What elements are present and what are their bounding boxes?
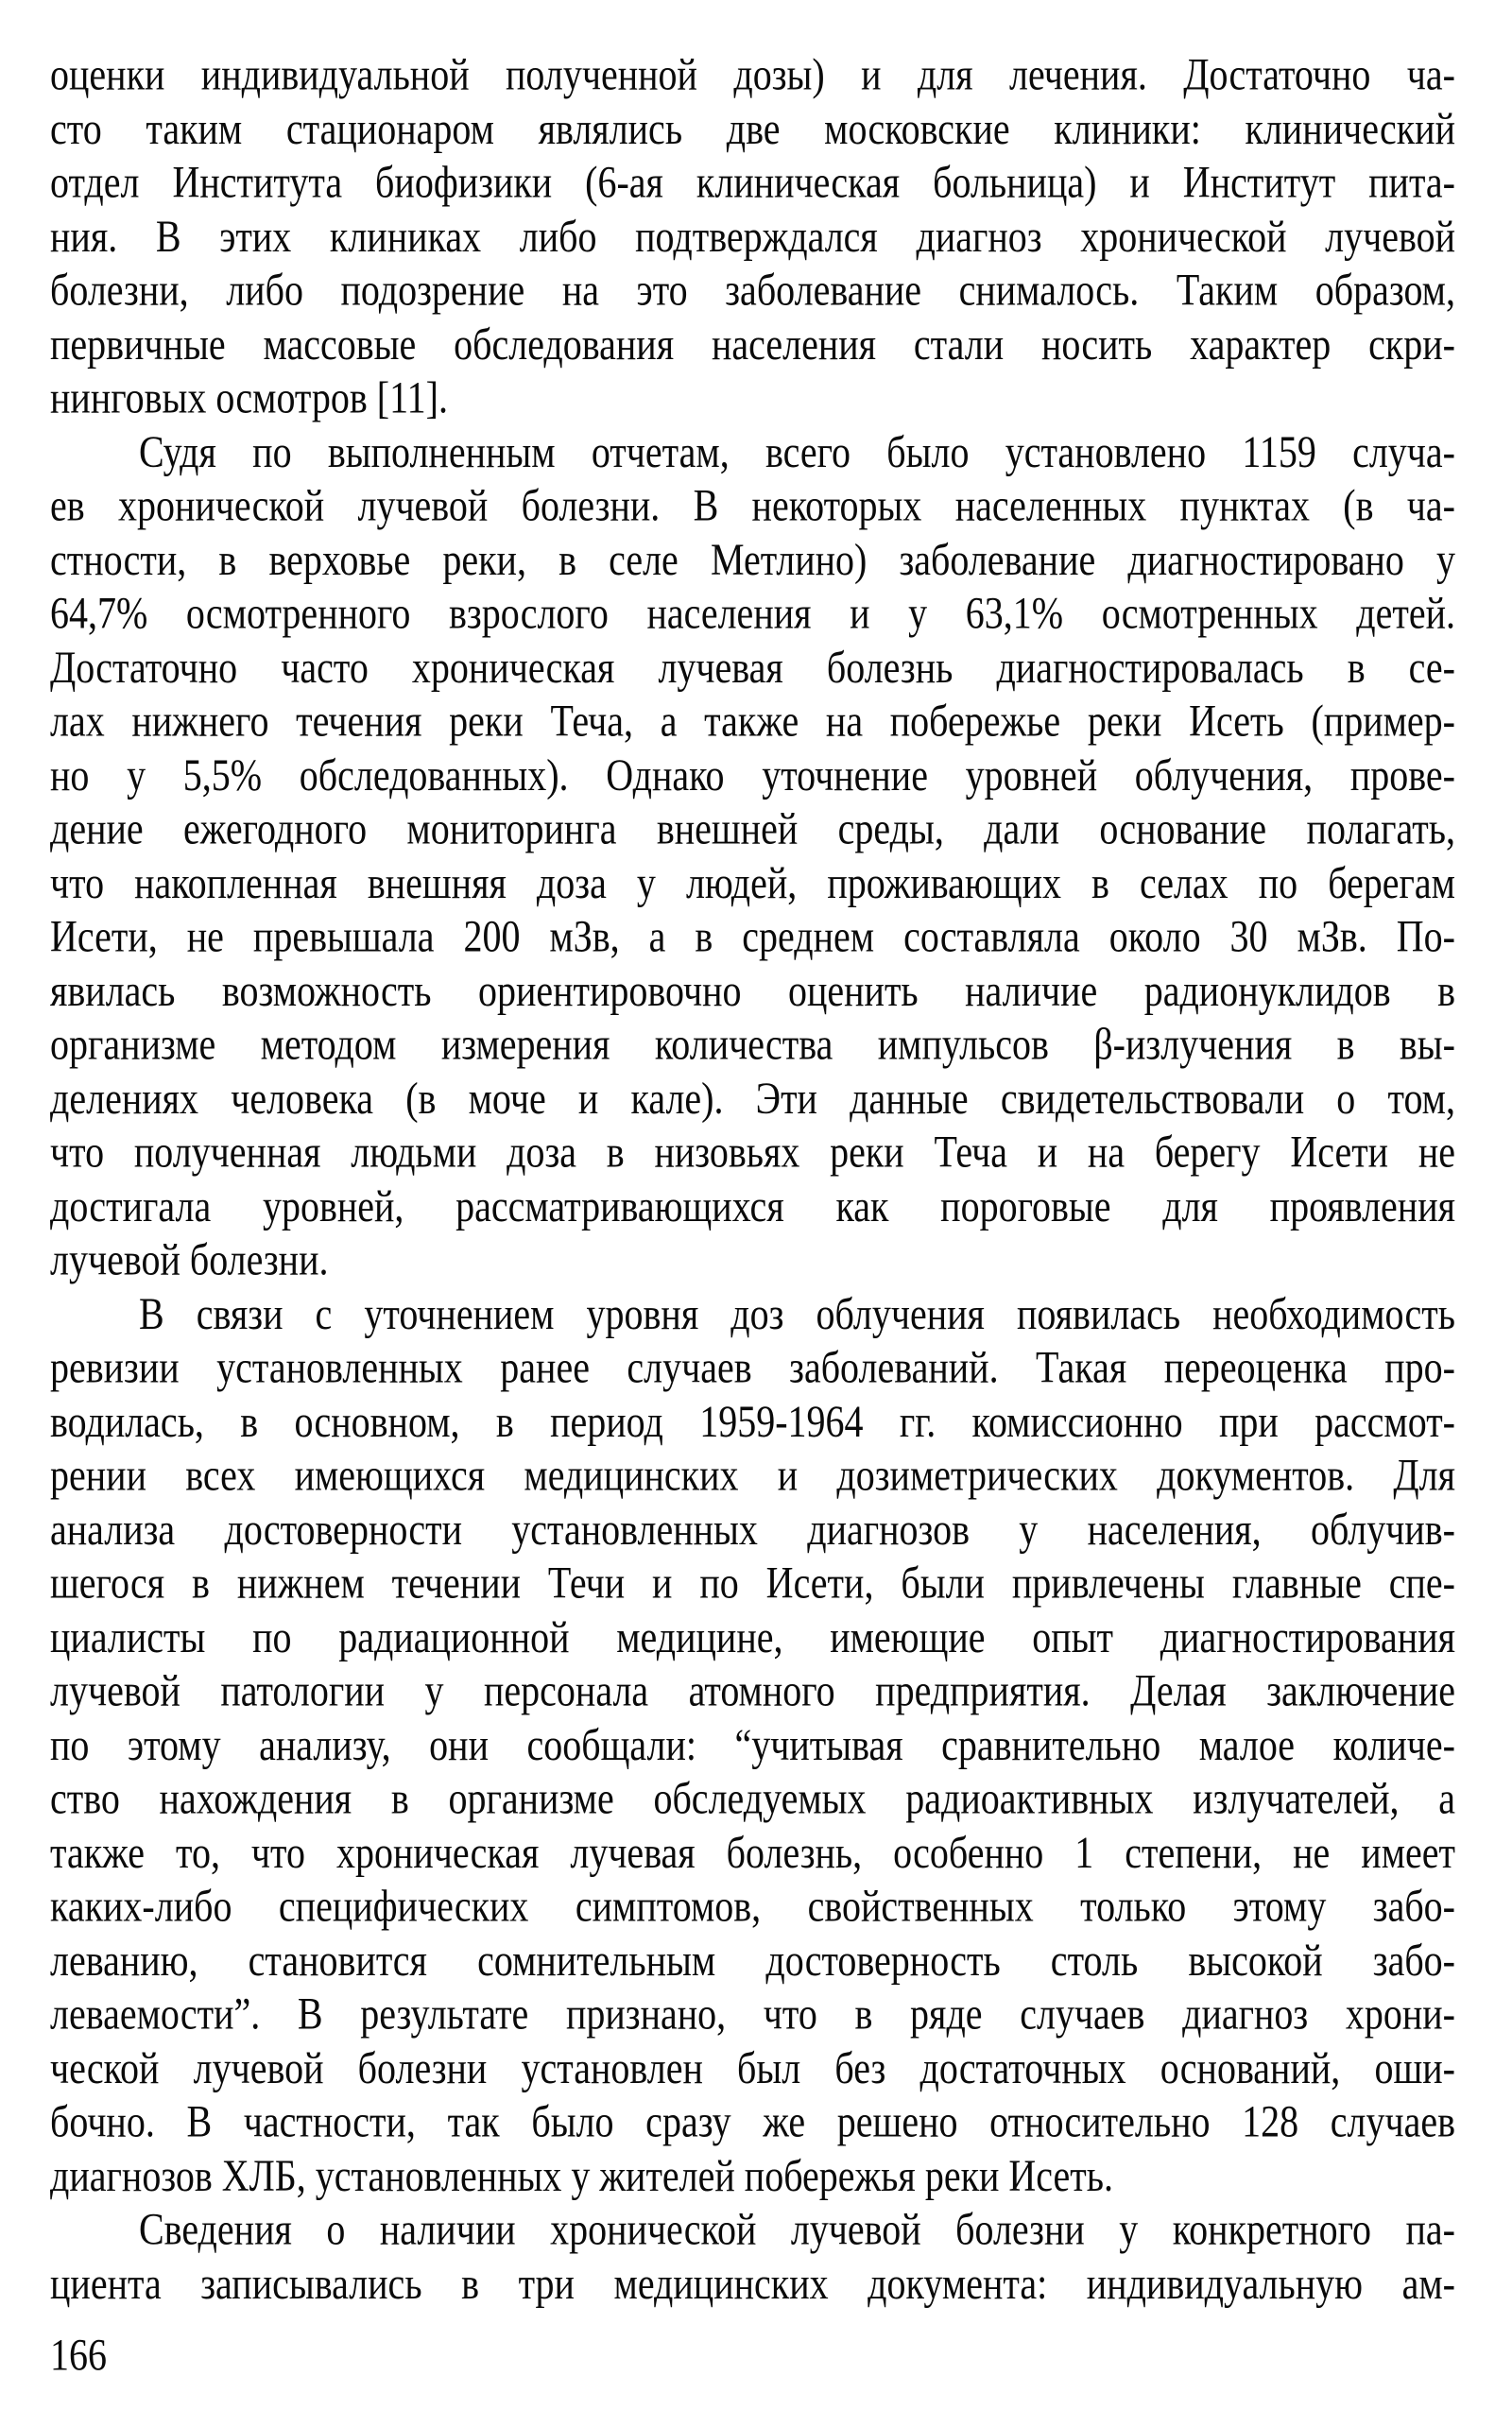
text-line: диагнозов ХЛБ, установленных у жителей побережья реки Исеть. xyxy=(50,2149,1114,2201)
text-line: стности, в верховье реки, в селе Метлино) заболевание диагностировано у xyxy=(50,533,1455,585)
paragraph xyxy=(50,47,1455,370)
text-line: но у 5,5% обследованных). Однако уточнение уровней облучения, прове- xyxy=(50,749,1455,800)
text-line: первичные массовые обследования населения стали носить характер скри- xyxy=(50,318,1455,370)
text-line: лучевой болезни. xyxy=(50,1233,329,1285)
text-line: циалисты по радиационной медицине, имеющие опыт диагностирования xyxy=(50,1610,1455,1662)
paragraph xyxy=(50,370,1455,424)
text-line: каких-либо специфических симптомов, свойственных только этому забо- xyxy=(50,1880,1455,1932)
text-line: сто таким стационаром являлись две московские клиники: клинический xyxy=(50,102,1455,154)
text-line: бочно. В частности, так было сразу же решено относительно 128 случаев xyxy=(50,2095,1455,2147)
text-line: явилась возможность ориентировочно оценить наличие радионуклидов в xyxy=(50,964,1455,1016)
text-line: по этому анализу, они сообщали: “учитывая сравнительно малое количе- xyxy=(50,1718,1455,1770)
text-line: что полученная людьми доза в низовьях реки Теча и на берегу Исети не xyxy=(50,1126,1455,1178)
text-line: леваемости”. В результате признано, что в ряде случаев диагноз хрони- xyxy=(50,1988,1455,2040)
text-line: что накопленная внешняя доза у людей, проживающих в селах по берегам xyxy=(50,856,1455,908)
text-line: ство нахождения в организме обследуемых радиоактивных излучателей, а xyxy=(50,1772,1455,1824)
text-line: Сведения о наличии хронической лучевой болезни у конкретного па- xyxy=(139,2203,1455,2255)
text-line: леванию, становится сомнительным достоверность столь высокой забо- xyxy=(50,1934,1455,1986)
text-line: достигала уровней, рассматривающихся как пороговые для проявления xyxy=(50,1179,1455,1231)
text-line: Судя по выполненным отчетам, всего было установлено 1159 случа- xyxy=(139,425,1455,477)
text-line: лах нижнего течения реки Теча, а также на побережье реки Исеть (пример- xyxy=(50,695,1455,747)
text-line: дение ежегодного мониторинга внешней среды, дали основание полагать, xyxy=(50,802,1455,854)
text-line: нинговых осмотров [11]. xyxy=(50,371,448,423)
page-text-block xyxy=(50,47,1455,2382)
text-line: водилась, в основном, в период 1959-1964 гг. комиссионно при рассмот- xyxy=(50,1395,1455,1447)
text-line: делениях человека (в моче и кале). Эти данные свидетельствовали о том, xyxy=(50,1072,1455,1124)
text-line: организме методом измерения количества импульсов β-излучения в вы- xyxy=(50,1018,1455,1070)
text-line: Исети, не превышала 200 мЗв, а в среднем составляла около 30 мЗв. По- xyxy=(50,910,1455,962)
text-line: отдел Института биофизики (6-ая клиническая больница) и Институт пита- xyxy=(50,156,1455,208)
text-line: рении всех имеющихся медицинских и дозиметрических документов. Для xyxy=(50,1449,1455,1501)
page-number: 166 xyxy=(50,2329,107,2381)
text-line: анализа достоверности установленных диагнозов у населения, облучив- xyxy=(50,1503,1455,1555)
text-line: циента записывались в три медицинских документа: индивидуальную ам- xyxy=(50,2257,1455,2309)
text-line: В связи с уточнением уровня доз облучения появилась необходимость xyxy=(139,1287,1455,1339)
text-line: шегося в нижнем течении Течи и по Исети, были привлечены главные спе- xyxy=(50,1557,1455,1609)
text-line: ческой лучевой болезни установлен был без достаточных оснований, оши- xyxy=(50,2041,1455,2093)
paragraph xyxy=(50,2202,1455,2310)
text-line: также то, что хроническая лучевая болезнь, особенно 1 степени, не имеет xyxy=(50,1826,1455,1878)
text-line: лучевой патологии у персонала атомного предприятия. Делая заключение xyxy=(50,1664,1455,1716)
paragraph xyxy=(50,1286,1455,2202)
text-line: ревизии установленных ранее случаев заболеваний. Такая переоценка про- xyxy=(50,1341,1455,1393)
text-line: ния. В этих клиниках либо подтверждался диагноз хронической лучевой xyxy=(50,210,1455,262)
text-line: оценки индивидуальной полученной дозы) и для лечения. Достаточно ча- xyxy=(50,48,1455,100)
text-line: Достаточно часто хроническая лучевая болезнь диагностировалась в се- xyxy=(50,641,1455,693)
text-line: ев хронической лучевой болезни. В некоторых населенных пунктах (в ча- xyxy=(50,479,1455,531)
paragraph xyxy=(50,424,1455,1286)
text-line: 64,7% осмотренного взрослого населения и у 63,1% осмотренных детей. xyxy=(50,587,1455,639)
text-line: болезни, либо подозрение на это заболевание снималось. Таким образом, xyxy=(50,264,1455,316)
